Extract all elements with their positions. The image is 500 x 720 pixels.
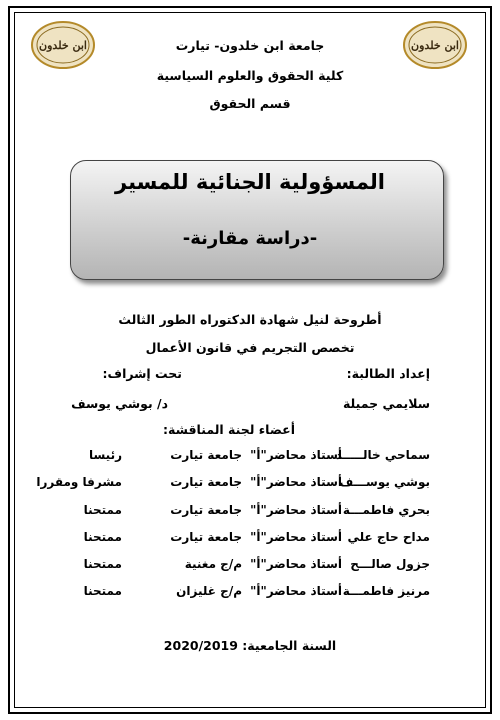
university-name: جامعة ابن خلدون- تيارت — [175, 38, 325, 53]
member-university: جامعة تيارت — [170, 448, 242, 462]
thesis-specialty: تخصص التجريم في قانون الأعمال — [145, 340, 355, 355]
svg-text:ابن خلدون: ابن خلدون — [411, 39, 459, 52]
thesis-subtitle: -دراسة مقارنة- — [182, 228, 318, 249]
committee-row — [0, 503, 500, 523]
member-role: رئيسا — [88, 448, 122, 462]
member-name: مداح حاج علي — [347, 530, 430, 544]
thesis-degree: أطروحة لنيل شهادة الدكتوراه الطور الثالث — [118, 312, 382, 327]
committee-row — [0, 584, 500, 604]
member-rank: أستاذ محاضر"أ" — [250, 530, 342, 544]
committee-row — [0, 448, 500, 468]
student-name: سلايمي جميلة — [342, 396, 430, 411]
student-label: إعداد الطالبة: — [346, 366, 430, 381]
member-university: جامعة تيارت — [170, 530, 242, 544]
member-name: بحري فاطمـــة — [342, 503, 430, 517]
member-rank: أستاذ محاضر"أ" — [250, 557, 342, 571]
faculty-name: كلية الحقوق والعلوم السياسية — [156, 68, 344, 83]
member-rank: أستاذ محاضر"أ" — [250, 584, 342, 598]
department-name: قسم الحقوق — [209, 96, 291, 111]
member-name: بوشي يوســـف — [339, 475, 430, 489]
committee-row — [0, 530, 500, 550]
member-name: جزول صالـــح — [350, 557, 430, 571]
member-university: جامعة تيارت — [170, 475, 242, 489]
member-university: م/ج غليزان — [176, 584, 242, 598]
member-university: جامعة تيارت — [170, 503, 242, 517]
member-university: م/ج مغنية — [184, 557, 242, 571]
member-rank: أستاذ محاضر"أ" — [250, 503, 342, 517]
committee-label: أعضاء لجنة المناقشة: — [163, 422, 295, 437]
member-role: ممتحنا — [83, 530, 122, 544]
svg-text:ابن خلدون: ابن خلدون — [39, 39, 87, 52]
committee-row — [0, 557, 500, 577]
member-role: ممتحنا — [83, 584, 122, 598]
academic-year: السنة الجامعية: 2020/2019 — [163, 638, 337, 653]
member-role: ممتحنا — [83, 557, 122, 571]
member-rank: أستاذ محاضر"أ" — [250, 448, 342, 462]
member-rank: أستاذ محاضر"أ" — [250, 475, 342, 489]
member-name: سماحي خالـــــد — [335, 448, 430, 462]
committee-row — [0, 475, 500, 495]
supervisor-label: تحت إشراف: — [102, 366, 182, 381]
member-name: مرنيز فاطمـــة — [342, 584, 430, 598]
member-role: ممتحنا — [83, 503, 122, 517]
member-role: مشرفا ومقررا — [36, 475, 122, 489]
thesis-title: المسؤولية الجنائية للمسير — [115, 170, 385, 194]
supervisor-name: د/ بوشي يوسف — [71, 396, 168, 411]
